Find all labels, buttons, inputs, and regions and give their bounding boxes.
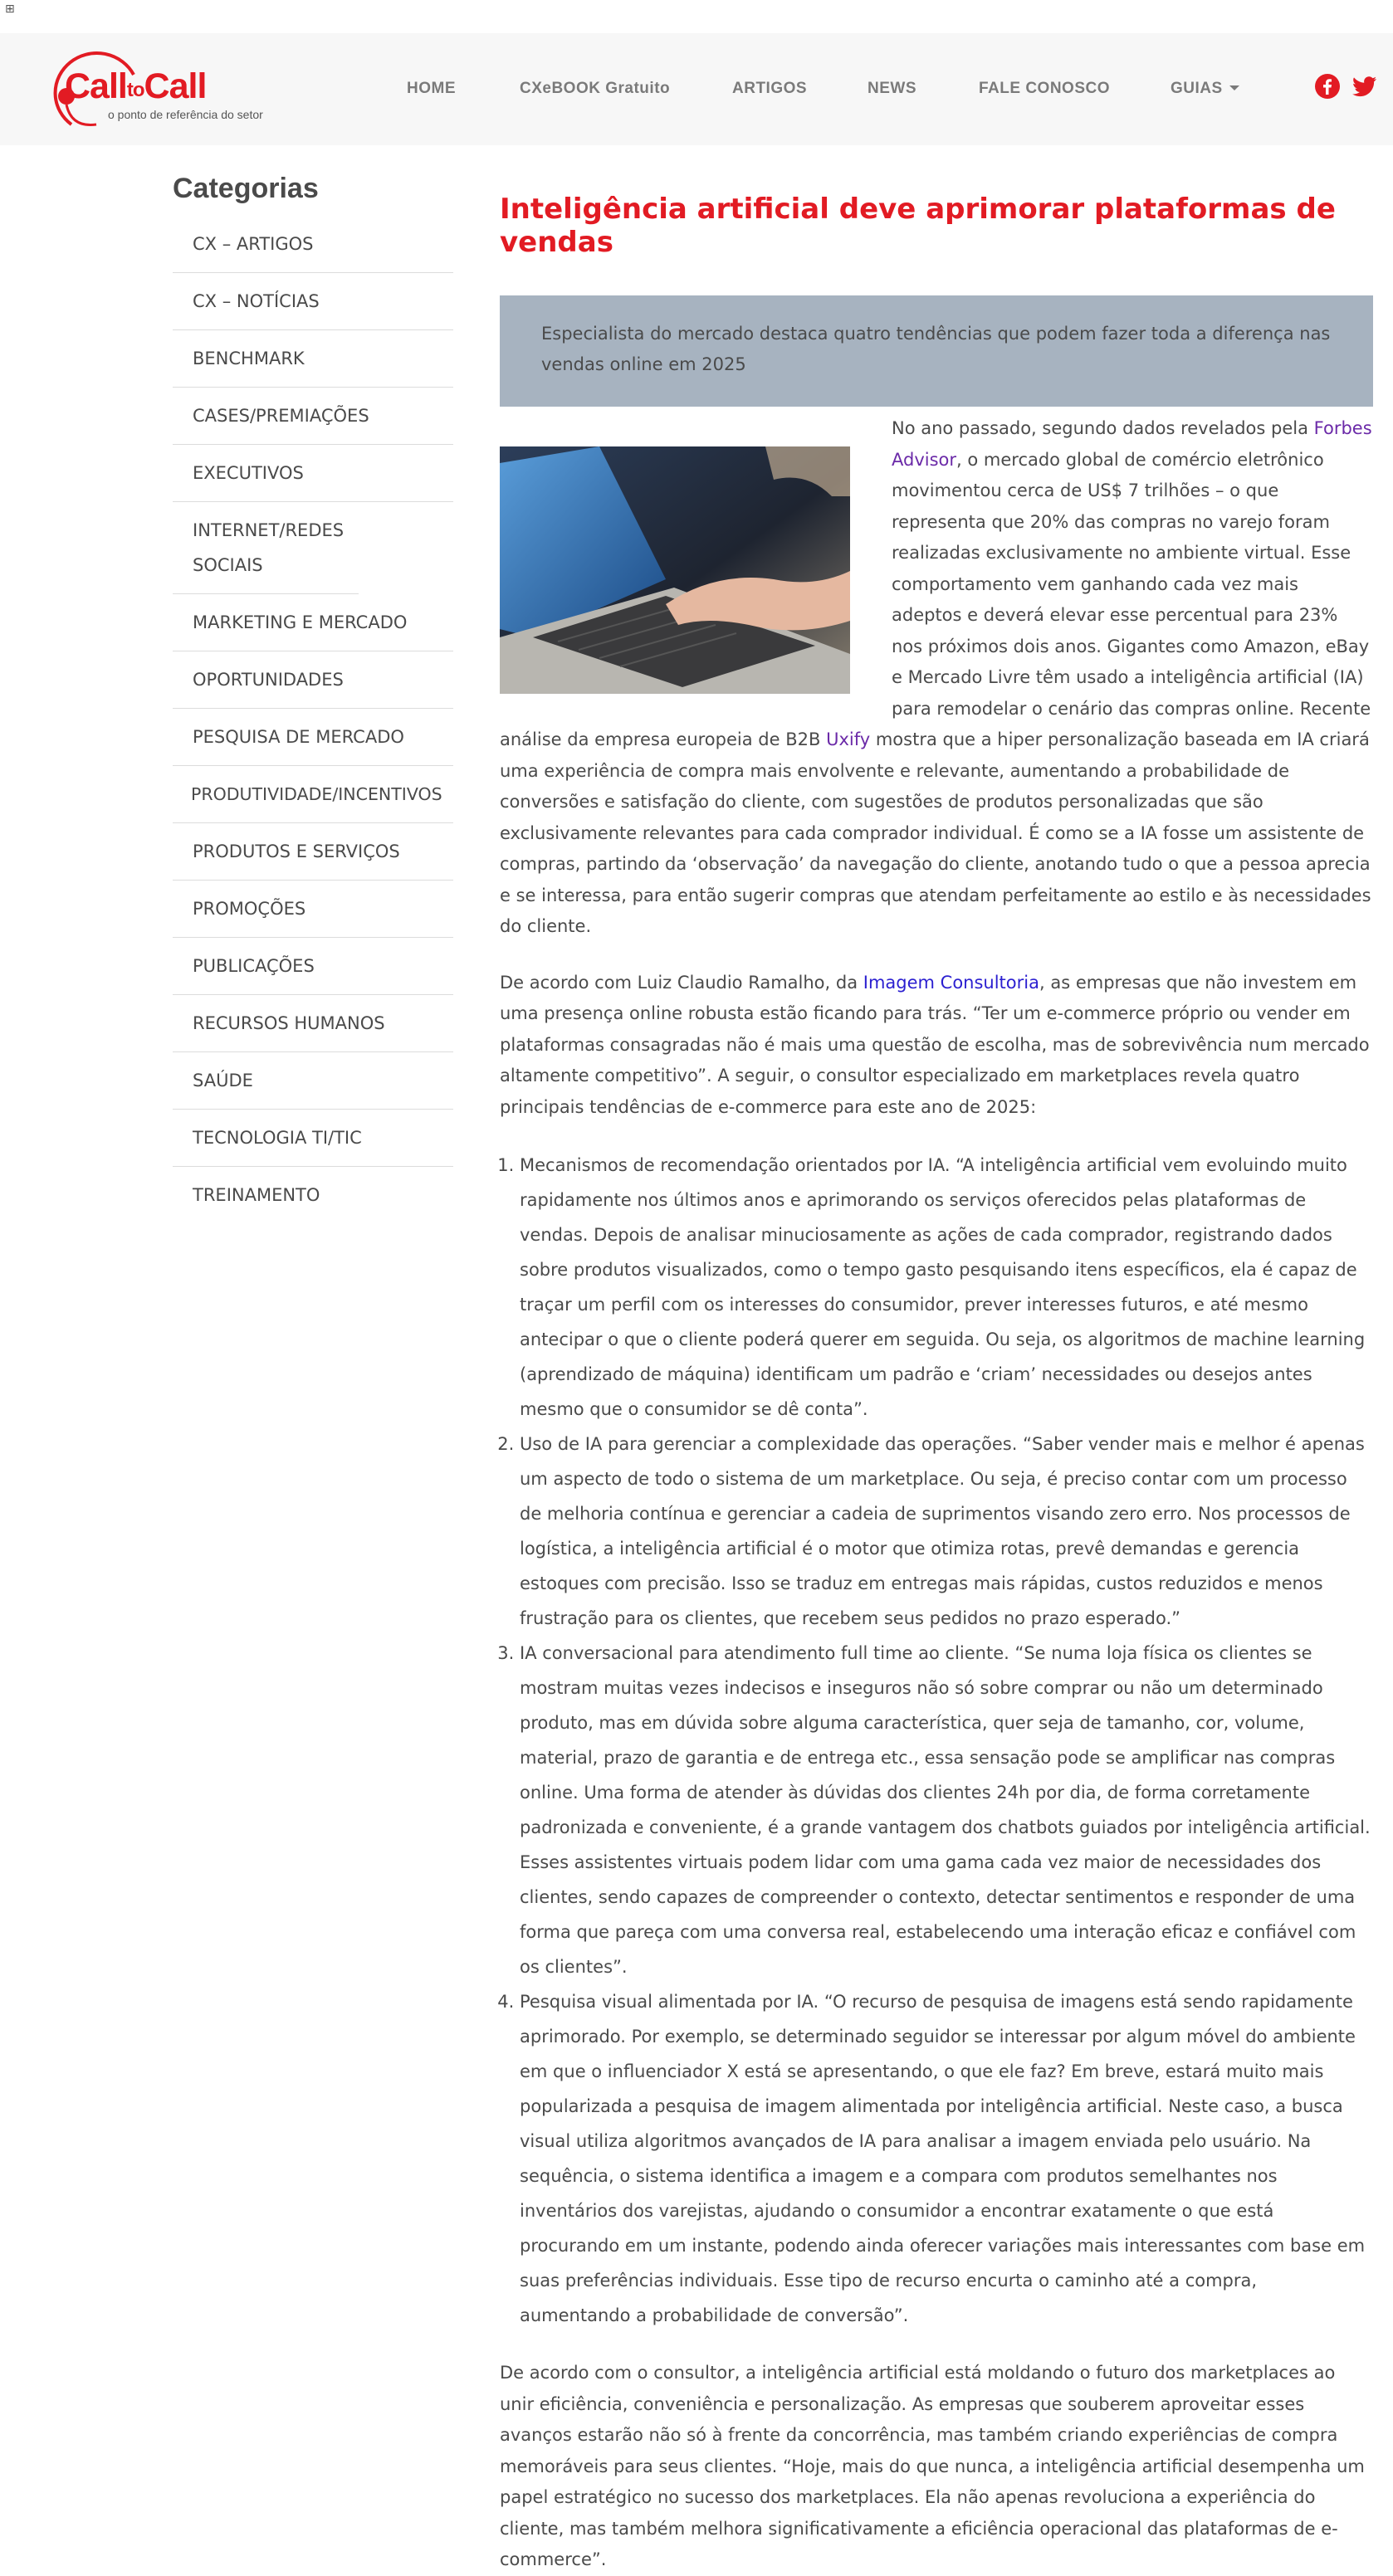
category-item[interactable]: SAÚDE — [173, 1052, 453, 1110]
main-nav — [0, 33, 1393, 145]
article-lead: Especialista do mercado destaca quatro tendências que podem fazer toda a diferença nas vendas online em 2025 — [500, 295, 1373, 407]
article-body — [500, 407, 1373, 2576]
category-item[interactable]: RECURSOS HUMANOS — [173, 995, 453, 1052]
laptop-typing-image — [500, 446, 850, 694]
imagem-consultoria-link[interactable]: Imagem Consultoria — [863, 972, 1039, 993]
categories-sidebar — [173, 173, 453, 1223]
category-item[interactable]: BENCHMARK — [173, 330, 453, 388]
list-item: 1. Mecanismos de recomendação orientados por IA. “A inteligência artificial vem evoluindo muito rapidamente nos últimos anos e aprimorando os serviços oferecidos pelas plataformas de vendas. Depois de analisar minuciosamente as ações de cada comprador, registrando dados sobre produtos visualizados, como o tempo gasto pesquisando itens específicos, ela é capaz de traçar um perfil com os interesses do consumidor, prever interesses futuros, e até mesmo antecipar o que o cliente poderá querer em seguida. Ou seja, os algoritmos de machine learning (aprendizado de máquina) identificam um padrão e ‘criam’ necessidades ou desejos antes mesmo que o consumidor se dê conta”. — [520, 1148, 1373, 1427]
category-item[interactable]: PUBLICAÇÕES — [173, 938, 453, 995]
category-item[interactable]: PESQUISA DE MERCADO — [173, 709, 453, 766]
category-item[interactable]: PRODUTIVIDADE/INCENTIVOS — [173, 766, 453, 823]
sidebar-heading: Categorias — [173, 173, 319, 204]
category-item[interactable]: OPORTUNIDADES — [173, 651, 453, 709]
category-item[interactable]: CX – ARTIGOS — [173, 216, 453, 273]
category-item[interactable]: MARKETING E MERCADO — [173, 594, 453, 651]
article-main — [500, 193, 1373, 2576]
paragraph-closing: De acordo com o consultor, a inteligência artificial está moldando o futuro dos marketplaces ao unir eficiência, conveniência e personalização. As empresas que souberem aproveitar esses avanços estarão não só à frente da concorrência, mas também criando experiências de compra memoráveis para seus clientes. “Hoje, mais do que nunca, a inteligência artificial desempenha um papel estratégico no sucesso dos marketplaces. Ela não apenas revoluciona a experiência do cliente, mas também melhora significativamente a eficiência operacional das plataformas de e-commerce”. — [500, 2363, 1365, 2569]
nav-home[interactable]: HOME — [407, 80, 456, 97]
category-item[interactable]: PRODUTOS E SERVIÇOS — [173, 823, 453, 881]
category-item[interactable]: TECNOLOGIA TI/TIC — [173, 1110, 453, 1167]
twitter-icon[interactable] — [1351, 73, 1378, 100]
paragraph-2: De acordo com Luiz Claudio Ramalho, da Imagem Consultoria, as empresas que não investem em uma presença online robusta estão ficando para trás. “Ter um e-commerce próprio ou vender em plataformas consagradas não é mais uma questão de escolha, mas de sobrevivência num mercado altamente competitivo”. A seguir, o consultor especializado em marketplaces revela quatro principais tendências de e-commerce para este ano de 2025: — [500, 972, 1370, 1117]
site-header — [0, 33, 1393, 145]
category-item[interactable] — [173, 502, 359, 594]
category-item[interactable]: CX – NOTÍCIAS — [173, 273, 453, 330]
logo-tagline: o ponto de referência do setor — [108, 108, 263, 121]
category-list — [173, 216, 453, 1223]
list-item: 4. Pesquisa visual alimentada por IA. “O recurso de pesquisa de imagens está sendo rapidamente aprimorado. Por exemplo, se determinado seguidor se interessar por algum móvel do ambiente em que o influenciador X está se apresentando, o que ele faz? Em breve, estará muito mais popularizada a pesquisa de imagem alimentada por inteligência artificial. Neste caso, a busca visual utiliza algoritmos avançados de IA para analisar a imagem enviada pelo usuário. Na sequência, o sistema identifica a imagem e a compara com produtos semelhantes nos inventários dos varejistas, ajudando o consumidor a encontrar exatamente o que está procurando em um instante, podendo ainda oferecer variações mais interessantes com base em suas preferências individuais. Esse tipo de recurso encurta o caminho até a compra, aumentando a probabilidade de conversão”. — [520, 1984, 1373, 2333]
nav-cxebook[interactable]: CXeBOOK Gratuito — [520, 80, 671, 97]
category-label: INTERNET/REDES SOCIAIS — [193, 520, 345, 575]
grid-icon: ⊞ — [5, 2, 15, 16]
category-item[interactable]: EXECUTIVOS — [173, 445, 453, 502]
facebook-icon[interactable] — [1314, 73, 1341, 100]
list-item: 2. Uso de IA para gerenciar a complexidade das operações. “Saber vender mais e melhor é apenas um aspecto de todo o sistema de um marketplace. Ou seja, é preciso contar com um processo de melhoria contínua e gerenciar a cadeia de suprimentos visando zero erro. Nos processos de logística, a inteligência artificial é o motor que otimiza rotas, prevê demandas e gerencia estoques com precisão. Isso se traduz em entregas mais rápidas, custos reduzidos e menos frustração para os clientes, que recebem seus pedidos no prazo esperado.” — [520, 1427, 1373, 1636]
category-item[interactable]: CASES/PREMIAÇÕES — [173, 388, 453, 445]
logo-wordmark: CalltoCall — [65, 66, 207, 106]
category-item[interactable]: PROMOÇÕES — [173, 881, 453, 938]
forbes-advisor-link[interactable]: Forbes Advisor — [892, 418, 1372, 470]
category-item[interactable]: TREINAMENTO — [193, 1185, 320, 1205]
nav-news[interactable]: NEWS — [868, 80, 916, 97]
trends-list — [500, 1148, 1373, 2333]
nav-guias[interactable]: GUIAS — [1171, 80, 1239, 98]
nav-artigos[interactable]: ARTIGOS — [732, 80, 808, 97]
article-title: Inteligência artificial deve aprimorar plataformas de vendas — [500, 193, 1336, 259]
uxify-link[interactable]: Uxify — [826, 729, 871, 749]
list-item: 3. IA conversacional para atendimento full time ao cliente. “Se numa loja física os clientes se mostram muitas vezes indecisos e inseguros não só sobre comprar ou não um determinado produto, mas em dúvida sobre alguma característica, quer seja de tamanho, cor, volume, material, prazo de garantia e de entrega etc., essa sensação pode se amplificar nas compras online. Uma forma de atender às dúvidas dos clientes 24h por dia, de forma corretamente padronizada e conveniente, é a grande vantagem dos chatbots guiados por inteligência artificial. Esses assistentes virtuais podem lidar com uma gama cada vez maior de necessidades dos clientes, sendo capazes de compreender o contexto, detectar sentimentos e responder de uma forma que pareça com uma conversa real, estabelecendo uma interação eficaz e confiável com os clientes”. — [520, 1636, 1373, 1984]
chevron-down-icon — [1229, 85, 1239, 90]
nav-fale-conosco[interactable]: FALE CONOSCO — [979, 80, 1111, 97]
paragraph-1: No ano passado, segundo dados revelados pela Forbes Advisor, o mercado global de comércio eletrônico movimentou cerca de US$ 7 trilhões – o que representa que 20% das compras no varejo foram realizadas exclusivamente no ambiente virtual. Esse comportamento vem ganhando cada vez mais adeptos e deverá elevar esse percentual para 23% nos próximos dois anos. Gigantes como Amazon, eBay e Mercado Livre têm usado a inteligência artificial (IA) para remodelar o cenário das compras online. Recente análise da empresa europeia de B2B Uxify mostra que a hiper personalização baseada em IA criará uma experiência de compra mais envolvente e relevante, aumentando a probabilidade de conversões e satisfação do cliente, com sugestões de produtos personalizadas que são exclusivamente relevantes para cada comprador individual. É como se a IA fosse um assistente de compras, partindo da ‘observação’ da navegação do cliente, anotando tudo o que a pessoa aprecia e se interessa, para então sugerir compras que atendam perfeitamente ao estilo e às necessidades do cliente. — [500, 418, 1372, 936]
